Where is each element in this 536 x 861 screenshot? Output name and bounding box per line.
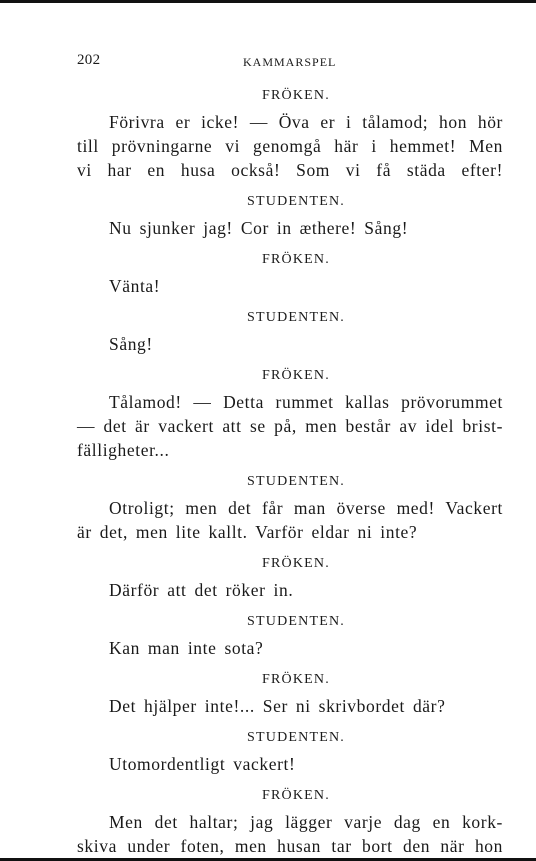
- dialogue-line: Det hjälper inte!... Ser ni skrivbordet där?: [109, 696, 446, 716]
- speaker-label: FRÖKEN.: [262, 672, 330, 687]
- dialogue-line: Otroligt; men det får man överse med! Vackert: [109, 498, 503, 518]
- dialogue-line: Sång!: [109, 334, 153, 354]
- running-head: KAMMARSPEL: [243, 55, 337, 69]
- dialogue-line: Nu sjunker jag! Cor in æthere! Sång!: [109, 218, 409, 238]
- speaker-label: STUDENTEN.: [247, 474, 345, 489]
- dialogue-line: fälligheter...: [77, 440, 170, 460]
- dialogue-line: — det är vackert att se på, men består av idel brist-: [77, 416, 503, 436]
- speaker-label: FRÖKEN.: [262, 88, 330, 103]
- speaker-label: STUDENTEN.: [247, 614, 345, 629]
- page-body: [77, 86, 503, 858]
- dialogue-line: Tålamod! — Detta rummet kallas prövorummet: [109, 392, 503, 412]
- dialogue-line: är det, men lite kallt. Varför eldar ni inte?: [77, 522, 418, 542]
- speaker-label: STUDENTEN.: [247, 194, 345, 209]
- dialogue-line: Men det haltar; jag lägger varje dag en kork-: [109, 812, 503, 832]
- speaker-label: STUDENTEN.: [247, 310, 345, 325]
- top-border-rule: [0, 0, 536, 3]
- dialogue-line: vi har en husa också! Som vi få städa efter!: [77, 160, 503, 180]
- page-number: 202: [77, 52, 101, 68]
- dialogue-line: till prövningarne vi genomgå här i hemmet! Men: [77, 136, 503, 156]
- page-header: [77, 52, 500, 72]
- dialogue-line: Kan man inte sota?: [109, 638, 264, 658]
- dialogue-line: Utomordentligt vackert!: [109, 754, 296, 774]
- speaker-label: STUDENTEN.: [247, 730, 345, 745]
- dialogue-line: skiva under foten, men husan tar bort den när hon: [77, 836, 503, 856]
- dialogue-line: Därför att det röker in.: [109, 580, 294, 600]
- speaker-label: FRÖKEN.: [262, 788, 330, 803]
- speaker-label: FRÖKEN.: [262, 368, 330, 383]
- dialogue-line: Vänta!: [109, 276, 161, 296]
- speaker-label: FRÖKEN.: [262, 252, 330, 267]
- speaker-label: FRÖKEN.: [262, 556, 330, 571]
- dialogue-line: Förivra er icke! — Öva er i tålamod; hon hör: [109, 112, 503, 132]
